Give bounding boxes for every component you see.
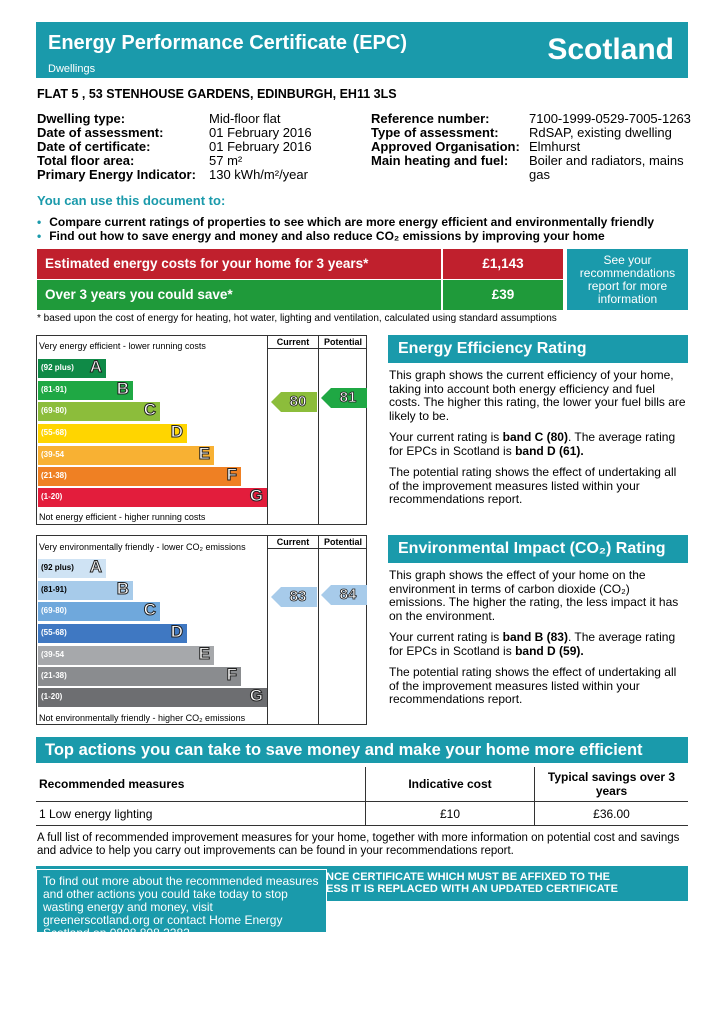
column-header: Recommended measures	[36, 767, 366, 802]
potential-column-header: Potential	[323, 337, 362, 347]
info-value: 130 kWh/m²/year	[209, 167, 308, 182]
measure-cell: 1 Low energy lighting	[36, 802, 366, 826]
bullet-item	[37, 215, 654, 229]
energy-efficiency-heading: Energy Efficiency Rating	[388, 335, 688, 363]
band-b: (81-91) B	[38, 581, 133, 600]
info-value: 57 m²	[209, 153, 243, 168]
cost-cell: £10	[366, 802, 535, 826]
column-header: Typical savings over 3 years	[535, 767, 689, 802]
band-c: (69-80) C	[38, 402, 160, 421]
bullet-item	[37, 229, 605, 243]
potential-rating-value: 81	[339, 389, 357, 406]
bullet-icon: •	[37, 215, 42, 229]
estimated-costs-label: Estimated energy costs for your home for 3 years*	[37, 249, 441, 279]
info-value: Mid-floor flat	[209, 111, 281, 126]
column-header: Indicative cost	[366, 767, 535, 802]
region-label: Scotland	[547, 33, 674, 66]
band-g: (1-20) G	[38, 488, 267, 507]
band-c: (69-80) C	[38, 602, 160, 621]
current-column-header: Current	[276, 337, 310, 347]
bullet-text: Compare current ratings of properties to see which are more energy efficient and environmentally friendly	[49, 215, 655, 229]
energy-efficiency-description	[389, 369, 687, 515]
top-actions-heading: Top actions you can take to save money and make your home more efficient	[36, 737, 688, 763]
graph-bottom-caption: Not environmentally friendly - higher CO₂ emissions	[39, 713, 246, 723]
savings-label: Over 3 years you could save*	[37, 280, 441, 310]
info-value: RdSAP, existing dwelling	[529, 125, 672, 140]
potential-column-header: Potential	[323, 537, 362, 547]
savings-cell: £36.00	[535, 802, 689, 826]
info-label: Date of certificate:	[37, 139, 151, 154]
see-recommendations-note: See your recommendations report for more information	[567, 249, 688, 310]
page-subtitle: Dwellings	[48, 63, 96, 75]
band-e: (39-54 E	[38, 646, 214, 665]
graph-top-caption: Very environmentally friendly - lower CO₂ emissions	[39, 542, 246, 552]
band-a: (92 plus) A	[38, 559, 106, 578]
band-g: (1-20) G	[38, 688, 267, 707]
info-label: Total floor area:	[37, 153, 135, 168]
info-label: Type of assessment:	[371, 125, 499, 140]
info-label: Dwelling type:	[37, 111, 126, 126]
current-column-header: Current	[276, 537, 310, 547]
current-rating-value: 83	[289, 588, 307, 605]
environmental-impact-description	[389, 569, 687, 715]
more-info-box: To find out more about the recommended measures and other actions you could take today to stop wasting energy and money, visit greenerscotland.org or contact Home Energy Scotland on 0808 808 2282.	[37, 870, 326, 932]
bullet-icon: •	[37, 229, 42, 243]
environmental-impact-heading: Environmental Impact (CO₂) Rating	[388, 535, 688, 563]
estimated-costs-value: £1,143	[443, 249, 563, 279]
description-paragraph: Your current rating is band C (80). The average rating for EPCs in Scotland is band D (61).	[389, 430, 676, 458]
info-value: 7100-1999-0529-7005-1263	[529, 111, 691, 126]
epc-header	[36, 22, 688, 78]
info-label: Reference number:	[371, 111, 490, 126]
bullet-text: Find out how to save energy and money and also reduce CO₂ emissions by improving your home	[49, 229, 605, 243]
info-value: Boiler and radiators, mains gas	[529, 153, 684, 182]
property-address: FLAT 5 , 53 STENHOUSE GARDENS, EDINBURGH, EH11 3LS	[37, 87, 397, 101]
full-list-note: A full list of recommended improvement measures for your home, together with more information on potential cost and savings and advice to help you carry out improvements can be found in your recommendations report.	[37, 832, 680, 857]
info-label: Approved Organisation:	[371, 139, 520, 154]
band-e: (39-54 E	[38, 446, 214, 465]
band-a: (92 plus) A	[38, 359, 106, 378]
info-value: 01 February 2016	[209, 125, 312, 140]
notice-line: NCE CERTIFICATE WHICH MUST BE AFFIXED TO THE	[326, 871, 610, 883]
graph-top-caption: Very energy efficient - lower running costs	[39, 341, 206, 351]
info-value: Elmhurst	[529, 139, 581, 154]
description-paragraph: This graph shows the effect of your home on the environment in terms of carbon dioxide (CO₂) emissions. The higher the rating, the less impact it has on the environment.	[389, 568, 679, 623]
potential-rating-value: 84	[339, 586, 357, 603]
info-value: 01 February 2016	[209, 139, 312, 154]
description-paragraph: The potential rating shows the effect of undertaking all of the improvement measures listed within your recommendations report.	[389, 665, 677, 706]
table-header-row	[36, 767, 688, 802]
band-f: (21-38) F	[38, 667, 241, 686]
graph-bottom-caption: Not energy efficient - higher running costs	[39, 512, 206, 522]
use-document-heading: You can use this document to:	[37, 193, 226, 208]
info-label: Primary Energy Indicator:	[37, 167, 196, 182]
info-label: Main heating and fuel:	[371, 153, 509, 168]
description-paragraph: This graph shows the current efficiency of your home, taking into account both energy efficiency and fuel costs. The higher this rating, the lower your fuel bills are likely to be.	[389, 368, 686, 423]
band-b: (81-91) B	[38, 381, 133, 400]
band-d: (55-68) D	[38, 424, 187, 443]
energy-efficiency-graph	[36, 335, 367, 525]
page-title: Energy Performance Certificate (EPC)	[48, 32, 408, 54]
cost-footnote: * based upon the cost of energy for heating, hot water, lighting and ventilation, calculated using standard assumptions	[37, 313, 557, 324]
notice-line: ESS IT IS REPLACED WITH AN UPDATED CERTIFICATE	[326, 883, 618, 895]
info-label: Date of assessment:	[37, 125, 164, 140]
savings-value: £39	[443, 280, 563, 310]
environmental-impact-graph	[36, 535, 367, 725]
current-rating-value: 80	[289, 393, 307, 410]
band-f: (21-38) F	[38, 467, 241, 486]
recommended-measures-table	[36, 767, 688, 826]
band-d: (55-68) D	[38, 624, 187, 643]
description-paragraph: The potential rating shows the effect of undertaking all of the improvement measures listed within your recommendations report.	[389, 465, 677, 506]
description-paragraph: Your current rating is band B (83). The average rating for EPCs in Scotland is band D (59).	[389, 630, 676, 658]
table-row	[36, 802, 688, 826]
